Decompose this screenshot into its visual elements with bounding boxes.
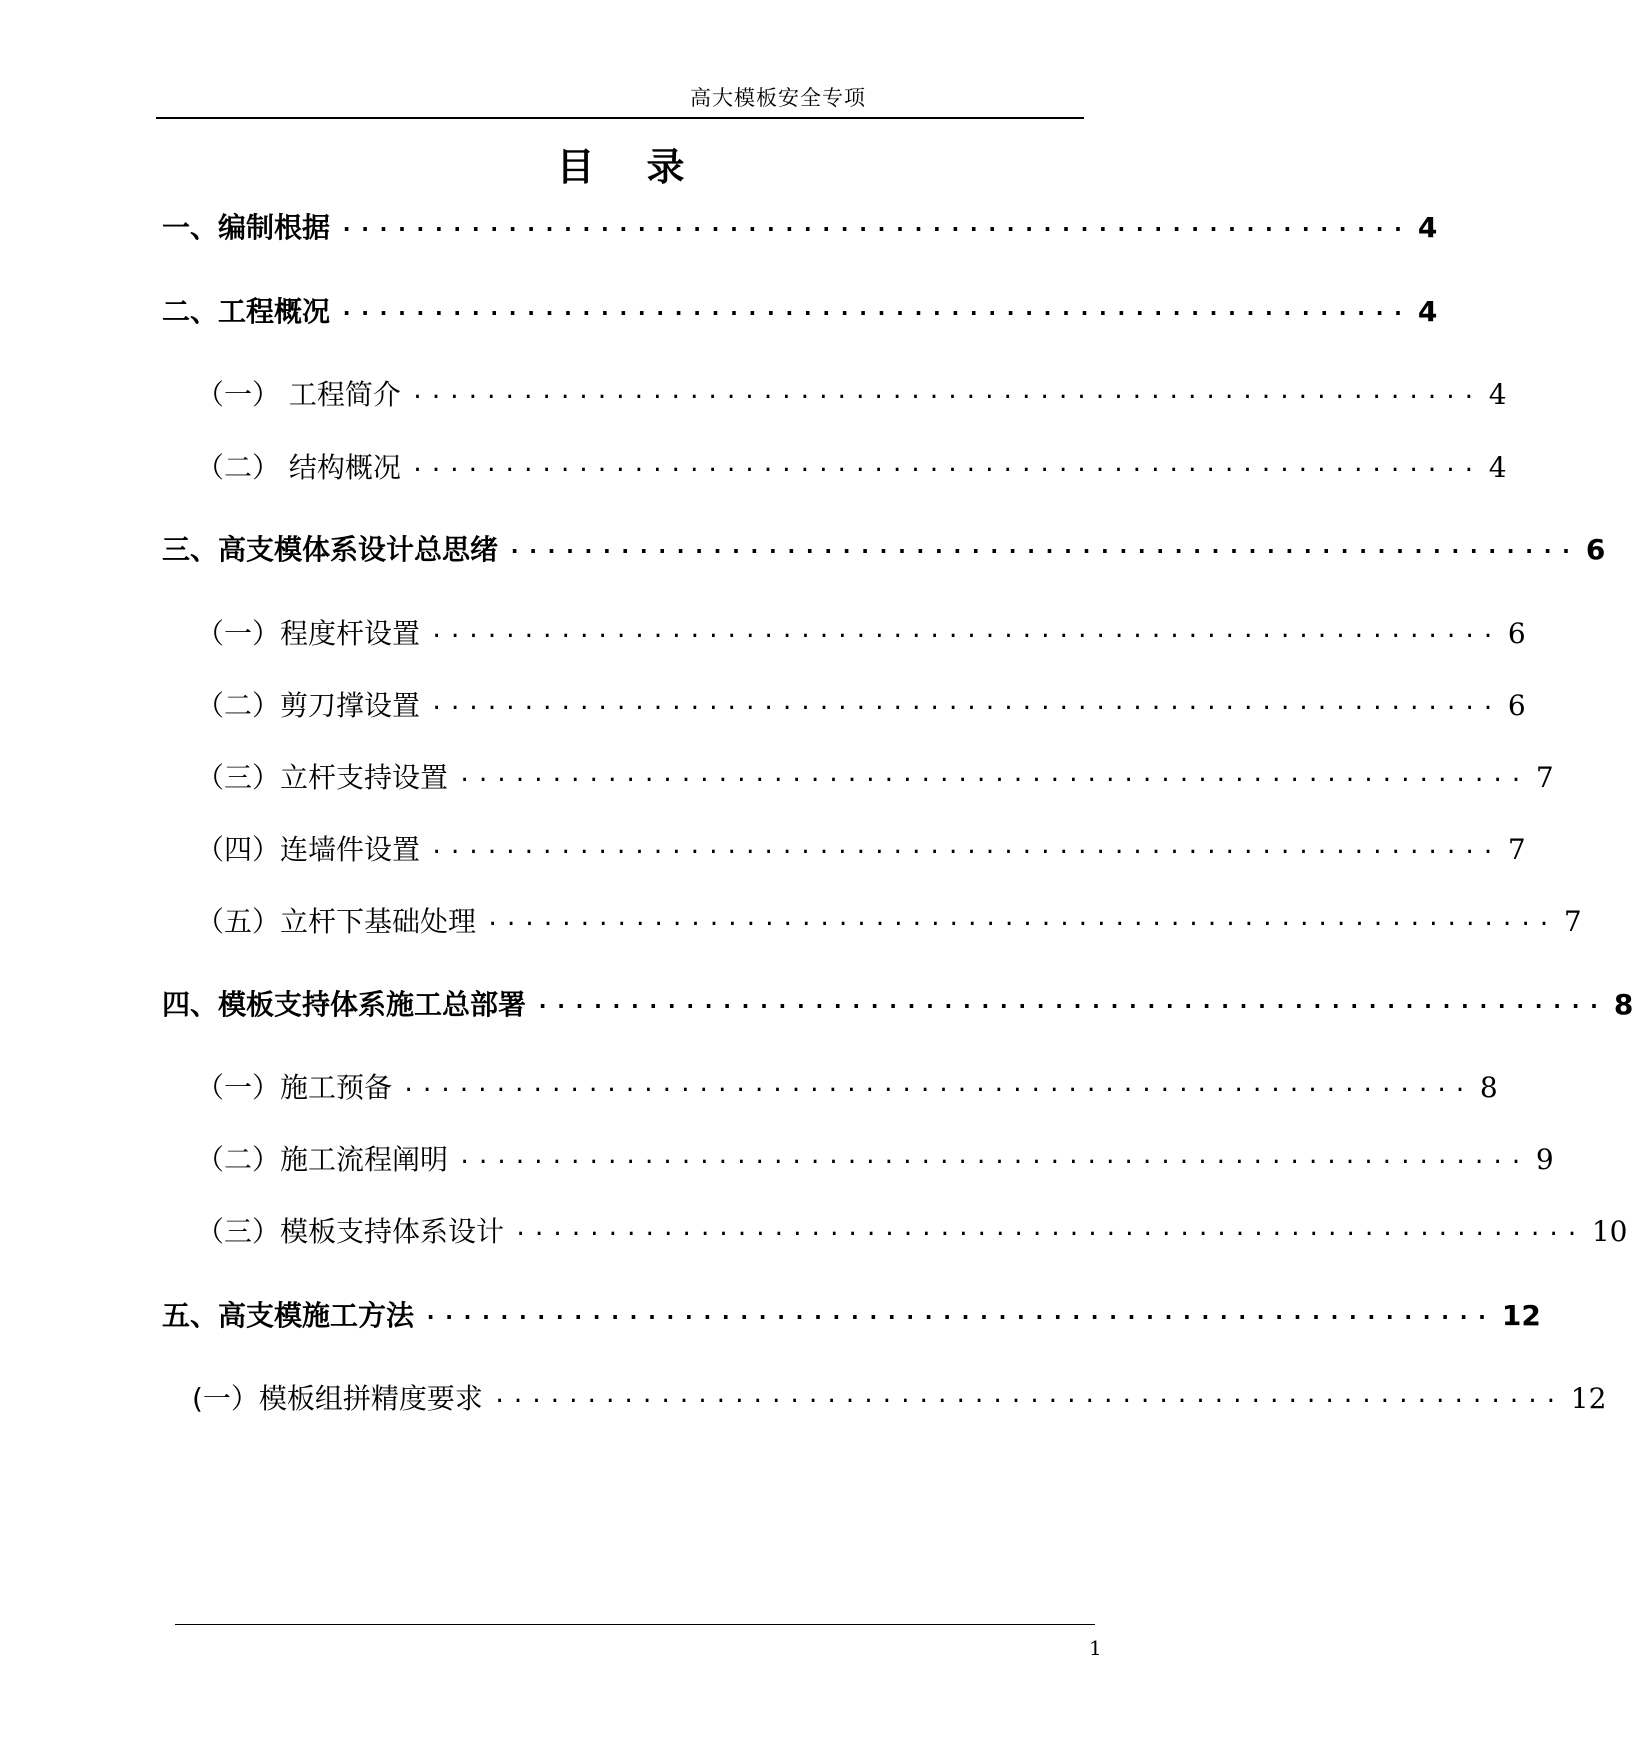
toc-entry-page: 4 [1417,295,1438,328]
toc-entry-page: 4 [1417,211,1438,244]
toc-entry-label: （一）施工预备 [196,1071,393,1104]
toc-entry-page: 6 [1507,689,1526,722]
toc-dot-leader: ·························································· [508,540,1578,565]
toc-entry-label: 一、编制根据 [162,211,331,244]
toc-entry[interactable] [162,206,1438,250]
toc-entry[interactable] [162,1294,1541,1338]
toc-entry-page: 4 [1488,378,1507,411]
toc-dot-leader: ·························································· [430,840,1500,865]
toc-entry-label: （一）程度杆设置 [196,617,421,650]
toc-dot-leader: ·························································· [486,912,1556,937]
toc-entry[interactable] [196,1066,1498,1110]
toc-entry-label: （二） 结构概况 [196,451,401,484]
footer-divider [175,1624,1095,1625]
toc-entry-label: 二、工程概况 [162,295,331,328]
toc-entry-label: (一）模板组拼精度要求 [192,1382,483,1415]
toc-entry[interactable] [196,1210,1628,1254]
toc-dot-leader: ·························································· [424,1306,1494,1331]
toc-dot-leader: ·························································· [492,1389,1563,1414]
toc-dot-leader: ·························································· [410,385,1481,410]
toc-entry-page: 9 [1535,1143,1554,1176]
toc-entry-label: （一） 工程简介 [196,378,401,411]
toc-entry[interactable] [162,290,1438,334]
toc-entry[interactable] [196,612,1526,656]
toc-title-char: 目 [556,144,595,189]
toc-dot-leader: ·························································· [402,1078,1472,1103]
toc-entry-page: 8 [1479,1071,1498,1104]
toc-entry-page: 6 [1585,533,1606,566]
toc-entry-label: （二）施工流程阐明 [196,1143,449,1176]
toc-entry-label: （五）立杆下基础处理 [196,905,477,938]
toc-dot-leader: ·························································· [340,302,1410,327]
toc-dot-leader: ·························································· [536,995,1606,1020]
toc-dot-leader: ·························································· [514,1222,1584,1247]
toc-entry[interactable] [196,1138,1554,1182]
toc-entry-label: 五、高支模施工方法 [162,1299,415,1332]
toc-entry[interactable] [196,373,1507,417]
toc-entry[interactable] [196,446,1507,490]
toc-entry-page: 7 [1507,833,1526,866]
toc-dot-leader: ·························································· [340,218,1410,243]
toc-entry-label: 三、高支模体系设计总思绪 [162,533,499,566]
toc-entry[interactable] [196,684,1526,728]
toc-entry-page: 12 [1501,1299,1541,1332]
toc-entry-label: （四）连墙件设置 [196,833,421,866]
toc-entry[interactable] [192,1377,1607,1421]
toc-entry[interactable] [196,828,1526,872]
running-header: 高大模板安全专项 [690,86,866,110]
toc-dot-leader: ·························································· [458,1150,1528,1175]
toc-entry-label: 四、模板支持体系施工总部署 [162,988,527,1021]
toc-entry[interactable] [196,900,1582,944]
toc-entry[interactable] [162,983,1633,1027]
toc-entry-label: （三）立杆支持设置 [196,761,449,794]
toc-dot-leader: ·························································· [410,458,1481,483]
toc-dot-leader: ·························································· [458,768,1528,793]
toc-entry-page: 6 [1507,617,1526,650]
toc-entry-page: 7 [1563,905,1582,938]
toc-entry-page: 7 [1535,761,1554,794]
toc-entry-label: （二）剪刀撑设置 [196,689,421,722]
toc-entry[interactable] [196,756,1554,800]
toc-entry-page: 4 [1488,451,1507,484]
toc-title-char: 录 [646,144,685,189]
toc-dot-leader: ·························································· [430,624,1500,649]
page-number: 1 [1089,1636,1102,1660]
toc-entry[interactable] [162,528,1606,572]
toc-entry-page: 8 [1613,988,1633,1021]
toc-entry-page: 10 [1591,1215,1628,1248]
toc-entry-label: （三）模板支持体系设计 [196,1215,505,1248]
toc-entry-page: 12 [1570,1382,1607,1415]
toc-dot-leader: ·························································· [430,696,1500,721]
